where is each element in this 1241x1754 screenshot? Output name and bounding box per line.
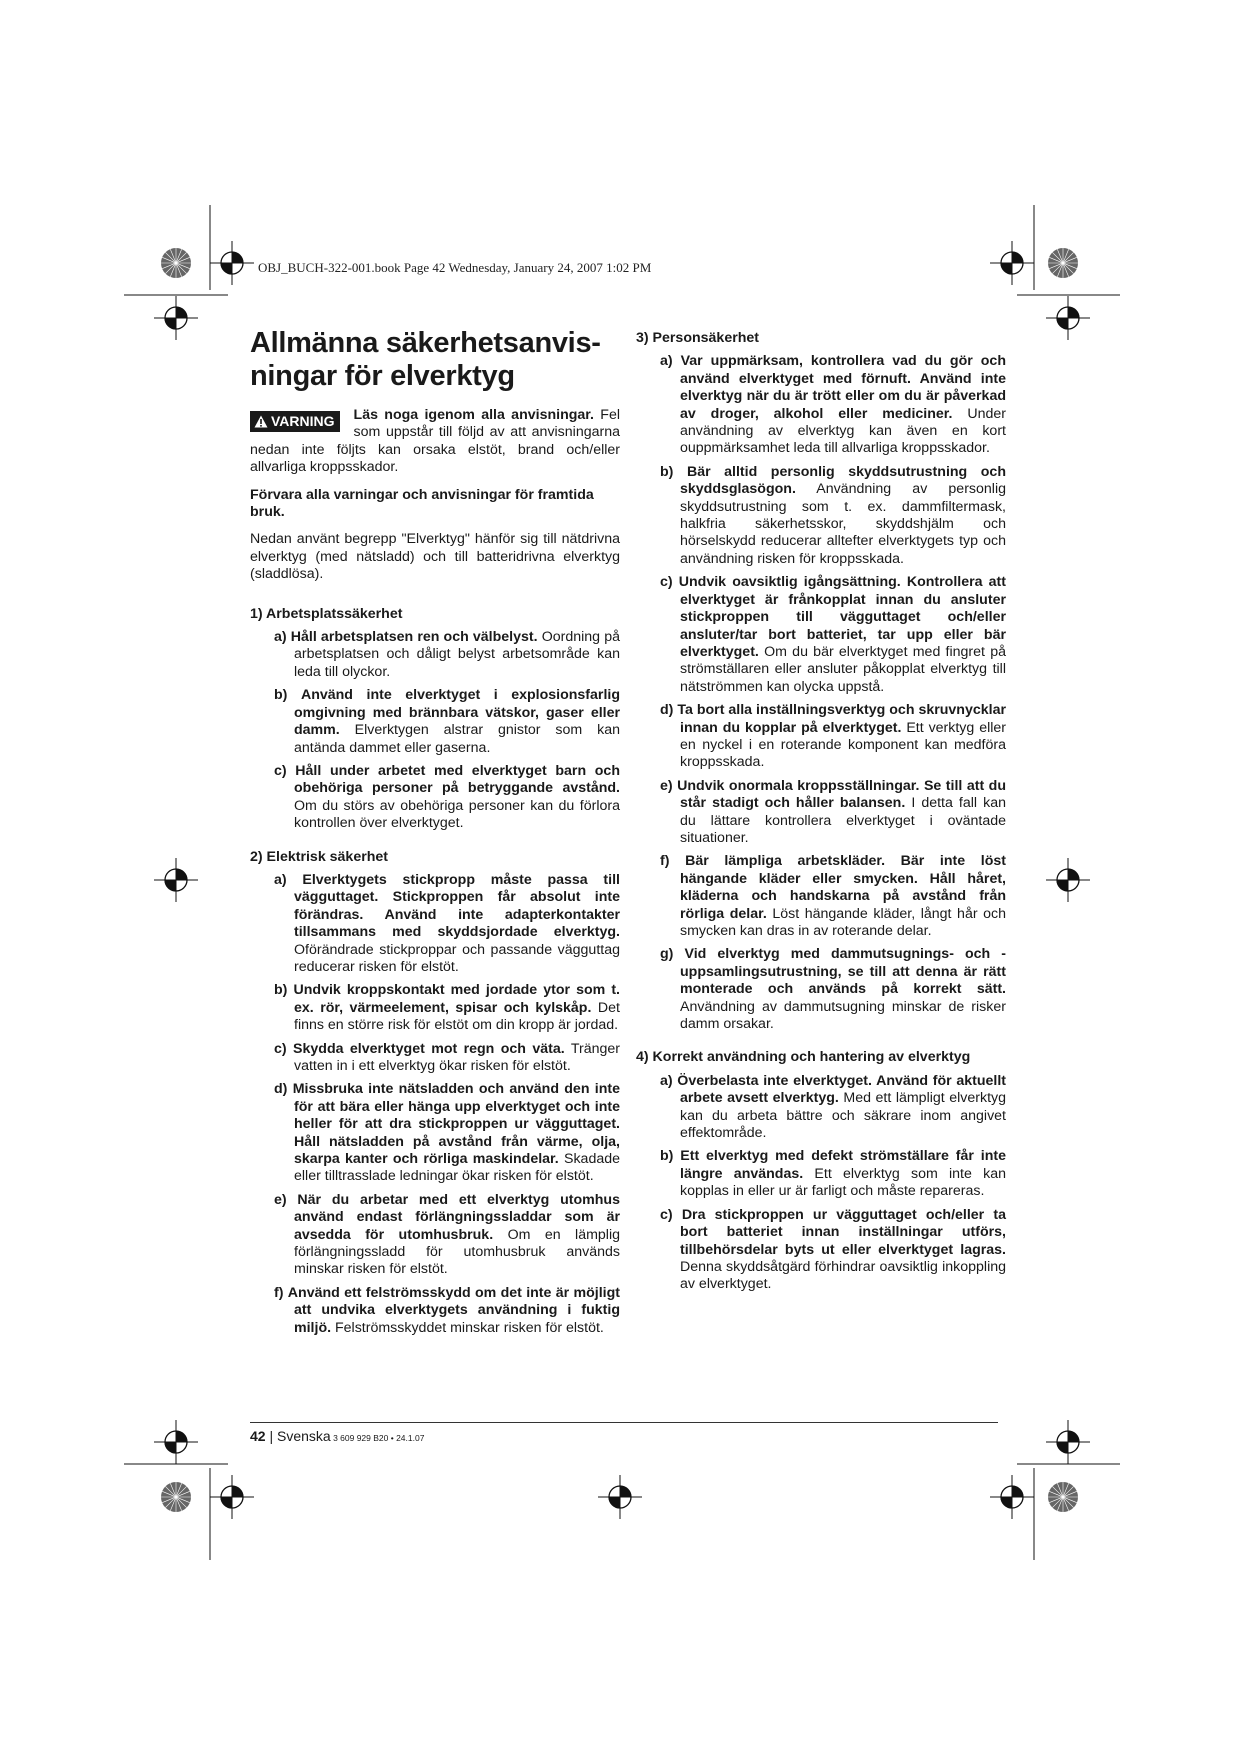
- page-footer: [250, 1428, 424, 1444]
- section-heading: 2) Elektrisk säkerhet: [250, 848, 389, 865]
- list-item: d) Ta bort alla inställningsverktyg och skruvnycklar innan du kopplar på elverktyget. Ett verktyg eller en nyckel i en roterande komponent kan medföra kroppsskada.: [660, 702, 1006, 771]
- right-column: [636, 330, 1006, 1294]
- section-3: [636, 330, 1006, 1033]
- warning-badge: [250, 411, 340, 432]
- footer-separator: |: [265, 1428, 277, 1444]
- footer-rule: [250, 1422, 998, 1423]
- page-title: Allmänna säkerhetsanvis- ningar för elverktyg: [250, 327, 601, 392]
- list-item: c) Skydda elverktyget mot regn och väta. Tränger vatten in i ett elverktyg ökar risken för elstöt.: [274, 1040, 620, 1074]
- warning-lead: Läs noga igenom alla anvisningar.: [353, 407, 594, 423]
- book-slug-line: OBJ_BUCH-322-001.book Page 42 Wednesday, January 24, 2007 1:02 PM: [258, 260, 652, 275]
- warning-triangle-icon: [254, 415, 268, 428]
- page-number: 42: [250, 1428, 266, 1444]
- list-item: g) Vid elverktyg med dammutsugnings- och -uppsamlingsutrustning, se till att denna är rätt monterade och används på korrekt sätt. Användning av dammutsugning minskar de risker damm orsakar.: [660, 946, 1007, 1033]
- list-item: a) Överbelasta inte elverktyget. Använd för aktuellt arbete avsett elverktyg. Med ett lämpligt elverktyg kan du arbeta bättre och säkrare inom angivet effektområde.: [660, 1072, 1006, 1142]
- footer-doc-code: 3 609 929 B20 • 24.1.07: [330, 1433, 425, 1443]
- list-item: e) Undvik onormala kroppsställningar. Se till att du står stadigt och håller balansen. I detta fall kan du lättare kontrollera elverktyget i oväntade situationer.: [660, 777, 1006, 846]
- list-item: d) Missbruka inte nätsladden och använd den inte för att bära eller hänga upp elverktyget och inte heller för att dra stickproppen ur vägguttaget. Håll nätsladden på avstånd från värme, olja, skarpa kanter och rörliga maskindelar. Skadade eller tilltrasslade ledningar ökar risken för elstöt.: [274, 1081, 621, 1185]
- list-item: a) Var uppmärksam, kontrollera vad du gör och använd elverktyget med förnuft. Använd inte elverktyg när du är trött eller om du är påverkad av droger, alkohol eller mediciner. Under användning av elverktyg kan även en kort ouppmärksamhet leda till allvarliga kroppsskador.: [660, 353, 1006, 457]
- section-2: [250, 849, 620, 1338]
- footer-language: Svenska: [277, 1428, 331, 1444]
- list-item: c) Undvik oavsiktlig igångsättning. Kontrollera att elverktyget är frånkopplat innan du ansluter stickproppen till vägguttaget och/eller ansluter/tar bort batteriet, tar upp eller bär elverktyget. Om du bär elverktyget med fingret på strömställaren eller ansluter påkopplat elverktyg till nätströmmen kan olycka uppstå.: [660, 574, 1006, 695]
- warning-badge-label: VARNING: [271, 413, 335, 429]
- list-item: e) När du arbetar med ett elverktyg utomhus använd endast förlängningssladdar som är avsedda för utomhusbruk. Om en lämplig förlängningssladd för utomhusbruk används minskar risken för elstöt.: [274, 1191, 620, 1278]
- warning-paragraph: [250, 407, 620, 477]
- warning-text: Fel som uppstår till följd av att anvisningarna nedan inte följts kan orsaka elstöt, brand och/eller allvarliga kroppsskador.: [250, 407, 620, 476]
- keep-instructions: Förvara alla varningar och anvisningar för framtida bruk.: [250, 486, 594, 521]
- list-item: f) Använd ett felströmsskydd om det inte är möjligt att undvika elverktygets användning i fuktig miljö. Felströmsskyddet minskar risken för elstöt.: [274, 1284, 620, 1336]
- section-heading: 3) Personsäkerhet: [636, 330, 760, 346]
- list-item: b) Ett elverktyg med defekt strömställare får inte längre användas. Ett elverktyg som inte kan kopplas in eller ur är farligt och måste repareras.: [660, 1148, 1006, 1200]
- list-item: b) Använd inte elverktyget i explosionsfarlig omgivning med brännbara vätskor, gaser eller damm. Elverktygen alstrar gnistor som kan antända dammet eller gaserna.: [274, 687, 620, 756]
- section-4: [636, 1049, 1006, 1293]
- left-column: [250, 327, 620, 1337]
- list-item: f) Bär lämpliga arbetskläder. Bär inte löst hängande kläder eller smycken. Håll håret, kläderna och handskarna på avstånd från rörliga delar. Löst hängande kläder, långt hår och smycken kan dras in av roterande delar.: [660, 853, 1006, 939]
- section-heading: 1) Arbetsplatssäkerhet: [250, 605, 403, 622]
- list-item: b) Bär alltid personlig skyddsutrustning och skyddsglasögon. Användning av personlig skyddsutrustning som t. ex. dammfiltermask, halkfria säkerhetsskor, skyddshjälm och hörselskydd reducerar alltefter elverktygets typ och användning risken för kroppsskada.: [660, 463, 1006, 567]
- list-item: a) Elverktygets stickpropp måste passa till vägguttaget. Stickproppen får absolut inte förändras. Använd inte adapterkontakter tillsammans med skyddsjordade elverktyg. Oförändrade stickproppar och passande vägguttag reducerar risken för elstöt.: [274, 871, 620, 975]
- section-heading: 4) Korrekt användning och hantering av elverktyg: [636, 1049, 971, 1066]
- list-item: c) Dra stickproppen ur vägguttaget och/eller ta bort batteriet innan inställningar utförs, tillbehörsdelar byts ut eller elverktyget lagras. Denna skyddsåtgärd förhindrar oavsiktlig inkoppling av elverktyget.: [660, 1206, 1006, 1293]
- list-item: b) Undvik kroppskontakt med jordade ytor som t. ex. rör, värmeelement, spisar och kylskåp. Det finns en större risk för elstöt om din kropp är jordad.: [274, 982, 620, 1034]
- definition-paragraph: Nedan använt begrepp "Elverktyg" hänför sig till nätdrivna elverktyg (med nätsladd) och till batteridrivna elverktyg (sladdlösa).: [250, 531, 620, 583]
- list-item: c) Håll under arbetet med elverktyget barn och obehöriga personer på betryggande avstånd. Om du störs av obehöriga personer kan du förlora kontrollen över elverktyget.: [274, 762, 620, 832]
- list-item: a) Håll arbetsplatsen ren och välbelyst. Oordning på arbetsplatsen och dåligt belyst arbetsområde kan leda till olyckor.: [274, 629, 620, 680]
- section-1: [250, 606, 620, 833]
